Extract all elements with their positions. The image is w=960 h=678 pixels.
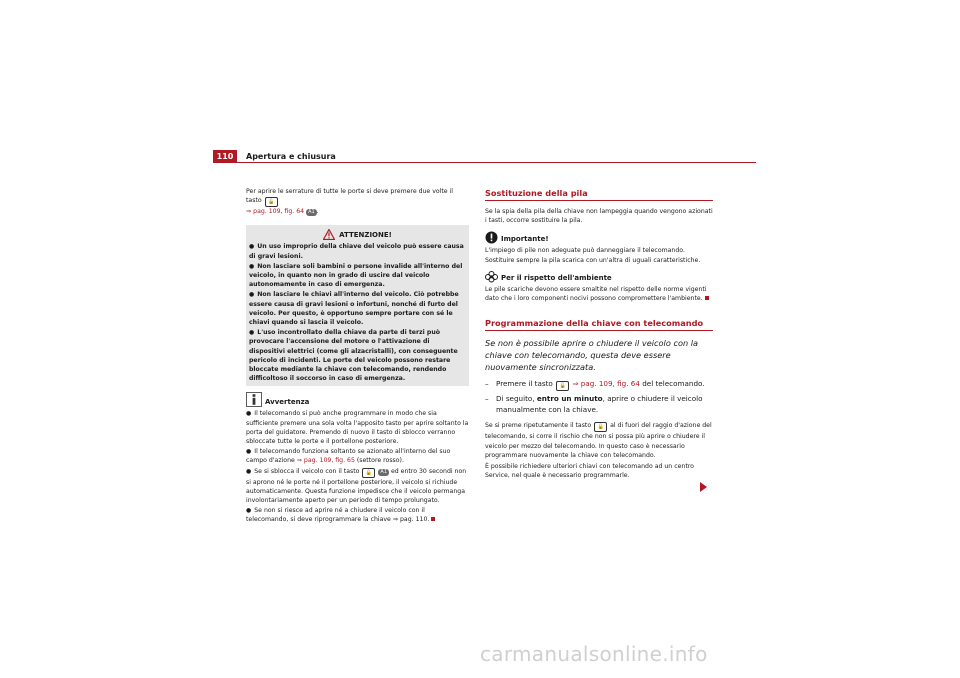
- note-callout: A1: [380, 468, 388, 475]
- important-text: L'impiego di pile non adeguate può danneggiare il telecomando. Sostituire sempre la pila scarica con un'altra di uguali caratteristiche.: [485, 247, 701, 264]
- chapter-title: Apertura e chiusura: [246, 152, 336, 161]
- warning-item: ● Un uso improprio della chiave del veicolo può essere causa di gravi lesioni.: [249, 243, 464, 260]
- warning-header: [249, 229, 466, 240]
- note-item: ● Il telecomando si può anche programmare in modo che sia sufficiente premere una sola volta l'apposito tasto per aprire soltanto la porta del guidatore. Premendo di nuovo il tasto di sblocco verranno sbloccate tutte le porte e il portellone posteriore.: [246, 410, 469, 446]
- step-item: – Premere il tasto 🔓 ⇒ pag. 109, fig. 64 del telecomando.: [485, 379, 705, 390]
- battery-paragraph: Se la spia della pila della chiave non lampeggia quando vengono azionati i tasti, occorre sostituire la pila.: [485, 208, 713, 225]
- programming-intro: Se non è possibile aprire o chiudere il veicolo con la chiave con telecomando, questa deve essere nuovamente sincronizzata.: [485, 338, 699, 373]
- note-item: ● Se si sblocca il veicolo con il tasto 🔓 A1 ed entro 30 secondi non si aprono né le porte né il portellone posteriore, il veicolo si richiude automaticamente. Questa funzione impedisce che il veicolo permanga involontariamente aperto per un periodo di tempo prolungato.: [246, 467, 467, 505]
- note-info-icon: [246, 392, 262, 407]
- intro-page-link[interactable]: ⇒ pag. 109, fig. 64: [246, 208, 305, 216]
- environment-text: Le pile scariche devono essere smaltite nel rispetto delle norme vigenti dato che i loro componenti nocivi possono compromettere l'ambiente.: [485, 285, 713, 303]
- warning-item: ● Non lasciare le chiavi all'interno del veicolo. Ciò potrebbe essere causa di gravi lesioni o infortuni, nonché di furto del veicolo. Per questo, è opportuno sempre portare con sé le chiavi quando si lascia il veicolo.: [249, 291, 459, 327]
- programming-section-title: Programmazione della chiave con telecomando: [485, 317, 713, 331]
- header-divider: [213, 162, 756, 163]
- note-item: ● Il telecomando funziona soltanto se azionato all'interno del suo campo d'azione ⇒ pag. 109, fig. 65 (settore rosso).: [246, 448, 451, 465]
- step-page-link[interactable]: ⇒ pag. 109, fig. 64: [572, 379, 640, 389]
- environment-header: [485, 271, 713, 283]
- unlock-button-icon: 🔓: [556, 381, 569, 391]
- unlock-button-icon: 🔓: [265, 197, 278, 207]
- programming-paragraph: Se si preme ripetutamente il tasto 🔓 al di fuori del raggio d'azione del telecomando, si corre il rischio che non si possa più aprire o chiudere il veicolo per mezzo del telecomando. In questo caso è necessario programmare nuovamente la chiave con telecomando.: [485, 422, 712, 459]
- warning-item: ● Non lasciare soli bambini o persone invalide all'interno del veicolo, in quanto non in grado di uscire dal veicolo autonomamente in caso di emergenza.: [249, 262, 463, 289]
- environment-title: Per il rispetto dell'ambiente: [501, 273, 612, 282]
- unlock-button-icon: 🔓: [362, 468, 375, 478]
- next-page-arrow-icon[interactable]: [700, 482, 707, 492]
- note-item: ● Se non si riesce ad aprire né a chiudere il veicolo con il telecomando, si deve riprogrammare la chiave ⇒ pag. 110.: [246, 506, 469, 524]
- note-page-link[interactable]: ⇒ pag. 109, fig. 65: [296, 457, 355, 465]
- programming-paragraph: È possibile richiedere ulteriori chiavi con telecomando ad un centro Service, nel quale è necessario programmarle.: [485, 463, 694, 480]
- important-header: [485, 231, 713, 244]
- warning-title: ATTENZIONE!: [339, 230, 392, 239]
- warning-triangle-icon: [323, 229, 335, 240]
- battery-section-title: Sostituzione della pila: [485, 187, 713, 201]
- step-item: – Di seguito, entro un minuto, aprire o chiudere il veicolo manualmente con la chiave.: [485, 394, 703, 414]
- unlock-button-icon: 🔓: [594, 422, 607, 432]
- intro-paragraph: Per aprire le serrature di tutte le porte si deve premere due volte il tasto 🔓 ⇒ pag. 109, fig. 64 A1 .: [246, 188, 454, 216]
- environment-flower-icon: [485, 271, 498, 283]
- important-exclamation-icon: [485, 231, 498, 244]
- watermark: carmanualsonline.info: [480, 642, 708, 666]
- end-mark: [705, 296, 709, 300]
- right-column: [485, 187, 713, 480]
- page-number: 110: [213, 150, 237, 163]
- note-title: Avvertenza: [265, 398, 310, 407]
- warning-box: [246, 225, 469, 386]
- important-title: Importante!: [501, 235, 549, 244]
- note-header: [246, 392, 469, 407]
- left-column: [246, 187, 469, 525]
- intro-callout: A1: [308, 209, 315, 216]
- warning-item: ● L'uso incontrollato della chiave da parte di terzi può provocare l'accensione del motore o l'attivazione di dispositivi elettrici (come gli alzacristalli), con conseguente pericolo di incidenti. Le porte del veicolo possono restare bloccate mediante la chiave con telecomando, rendendo difficoltoso il soccorso in caso di emergenza.: [249, 329, 458, 383]
- end-mark: [431, 517, 435, 521]
